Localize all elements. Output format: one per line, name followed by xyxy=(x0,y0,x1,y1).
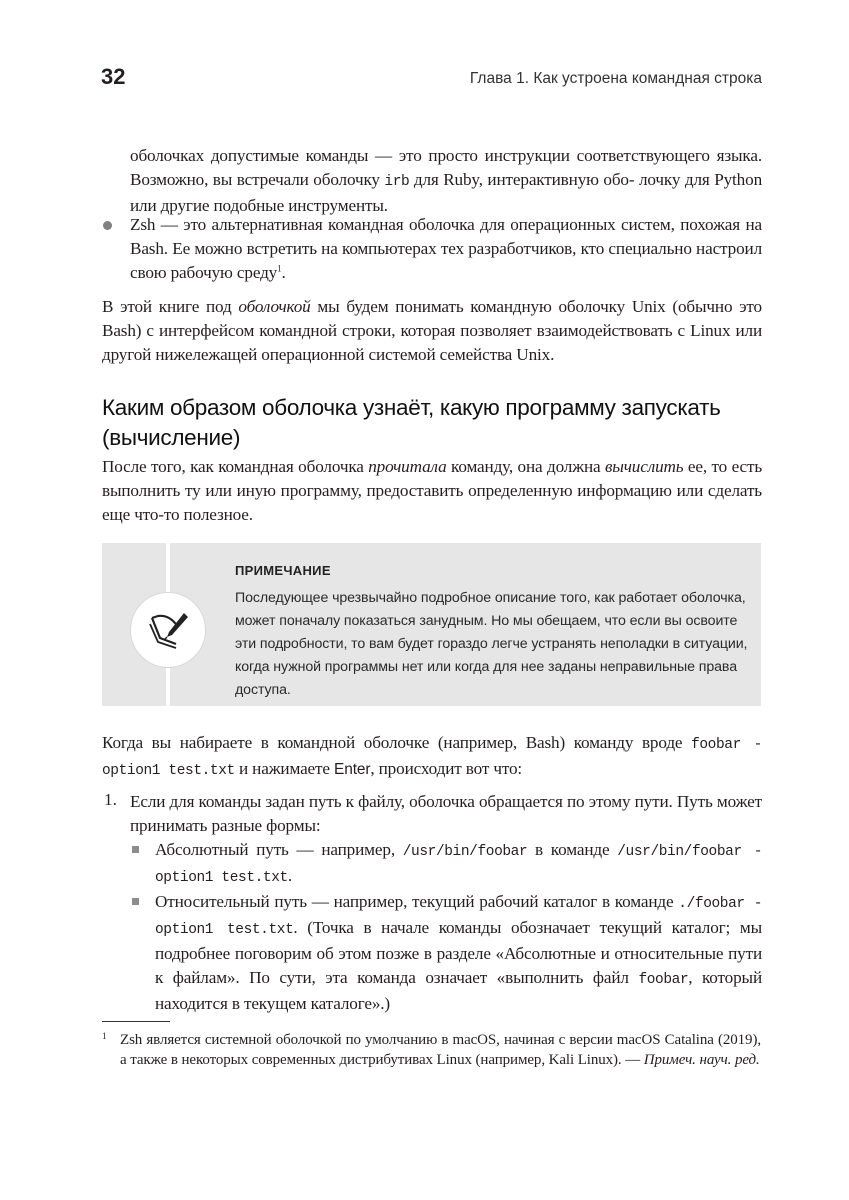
text: После того, как командная оболочка xyxy=(102,457,369,476)
text: , происходит вот что: xyxy=(370,759,523,778)
note-box xyxy=(102,543,761,706)
note-icon-badge xyxy=(130,592,206,668)
list-item-text: Zsh — это альтернативная командная оболочка для операционных систем, похожая на Bash. Ее можно встретить на компьютерах тех разработчиков, кто специально настроил свою рабочую среду xyxy=(130,215,762,282)
emphasis: оболочкой xyxy=(238,297,311,316)
list-item-zsh xyxy=(130,213,762,285)
list-item-step-1: Если для команды задан путь к файлу, оболочка обращается по этому пути. Путь может принимать разные формы: xyxy=(130,792,762,835)
inline-code: /usr/bin/foobar xyxy=(402,844,528,860)
note-title: ПРИМЕЧАНИЕ xyxy=(235,563,331,578)
footnote-reference[interactable]: 1 xyxy=(277,263,282,274)
text-line: для Ruby, интерактивную обо- xyxy=(409,170,635,189)
section-heading: Каким образом оболочка узнаёт, какую программу запускать (вычисление) xyxy=(102,395,721,450)
emphasis: Примеч. науч. ред. xyxy=(643,1052,760,1068)
text: мы будем понимать командную оболочку Unix (обычно это Bash) с интерфейсом командной строки, которая позволяет взаимодействовать с Linux или другой нижележащей операционной системой семейства Unix. xyxy=(102,297,762,364)
text: Zsh является системной оболочкой по умолчанию в macOS, начиная с версии macOS Catalina (2019), а также в некоторых современных дистрибутивах Linux (например, Kali Linux). — xyxy=(120,1032,761,1068)
paragraph-evaluation xyxy=(102,455,762,527)
page-number: 32 xyxy=(101,64,126,89)
footnote-divider xyxy=(102,1021,170,1022)
key-name: Enter xyxy=(334,761,371,778)
sub-list-item-absolute xyxy=(155,838,762,890)
bullet-icon xyxy=(103,221,112,230)
text: Относительный путь — например, текущий рабочий каталог в команде xyxy=(155,892,679,911)
text: ее, то есть выполнить ту или иную программу, предоставить определенную информацию или сделать еще что-то полезное. xyxy=(102,457,763,524)
inline-code: foobar -option1 test.txt xyxy=(102,737,762,779)
running-head: Глава 1. Как устроена командная строка xyxy=(469,70,762,87)
list-number: 1. xyxy=(104,790,117,809)
square-bullet-icon xyxy=(132,898,139,905)
text-line: оболочках допустимые команды — это просто инструкции соответствующего xyxy=(130,146,710,165)
emphasis: вычислить xyxy=(604,457,684,476)
inline-code: ./foobar -option1 test.txt xyxy=(155,896,762,938)
text: команду, она должна xyxy=(446,457,605,476)
emphasis: прочитала xyxy=(368,457,447,476)
inline-code: irb xyxy=(384,174,410,190)
list-item-continuation xyxy=(130,144,762,218)
square-bullet-icon xyxy=(132,846,139,853)
inline-code: /usr/bin/foobar -option1 test.txt xyxy=(155,844,762,886)
text: , который находится в текущем каталоге».) xyxy=(155,968,762,1013)
paragraph-definition xyxy=(102,295,762,367)
text: в команде xyxy=(527,840,618,859)
note-text: Последующее чрезвычайно подробное описание того, как работает оболочка, может поначалу показаться занудным. Но мы обещаем, что если вы освоите эти подробности, то вам будет гораздо легче устранять неполадки в ситуации, когда нужной программы нет или когда для нее заданы неправильные права доступа. xyxy=(235,590,748,698)
text: и нажимаете xyxy=(234,759,335,778)
sub-list-item-relative xyxy=(155,890,762,1016)
text: . (Точка в начале команды обозначает текущий каталог; мы подробнее поговорим об этом позже в разделе «Абсолютные и относительные пути к файлам». По сути, эта команда означает «выполнить файл xyxy=(155,918,763,987)
text: Абсолютный путь — например, xyxy=(155,840,403,859)
text-line: лочку для Python или другие подобные инструменты. xyxy=(130,170,763,215)
footnote-text xyxy=(120,1030,761,1070)
punctuation: . xyxy=(281,263,286,282)
footnote-marker: 1 xyxy=(102,1031,107,1041)
paragraph-command xyxy=(102,731,762,783)
inline-code: foobar xyxy=(638,972,689,988)
text: . xyxy=(287,866,292,885)
text: Когда вы набираете в командной оболочке (например, Bash) команду вроде xyxy=(102,733,692,752)
text-line: языка. Возможно, вы встречали оболочку xyxy=(130,146,762,189)
note-pen-icon xyxy=(146,608,190,652)
text: В этой книге под xyxy=(102,297,239,316)
